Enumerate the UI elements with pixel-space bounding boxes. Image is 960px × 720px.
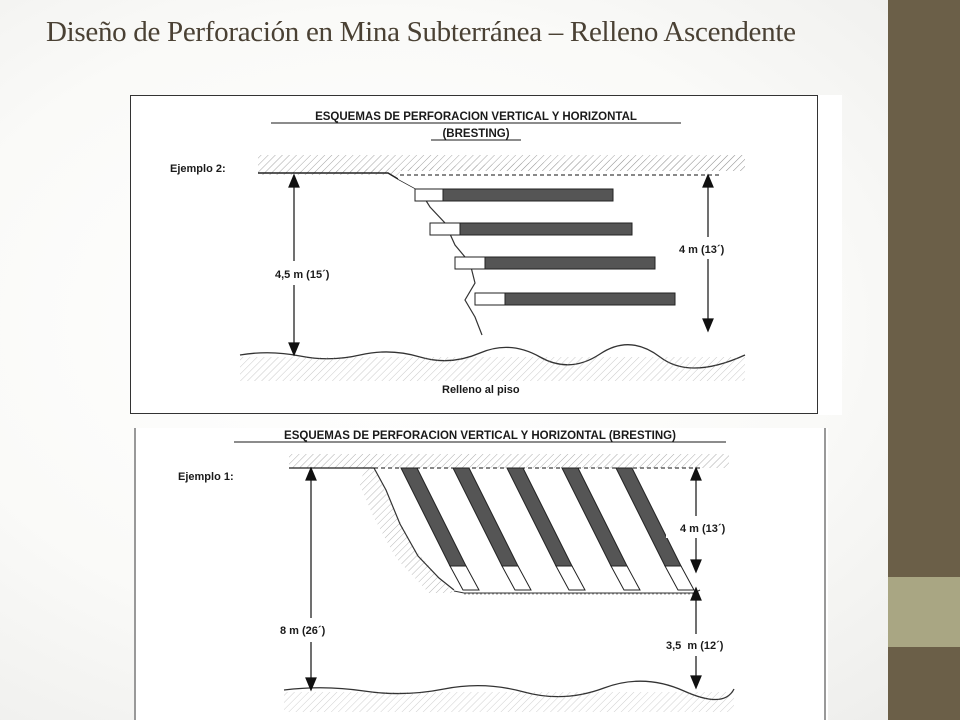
panel-background: [134, 428, 828, 720]
dimension-left-label: 4,5 m (15´): [275, 269, 330, 281]
panel-heading: ESQUEMAS DE PERFORACION VERTICAL Y HORIZONTAL (BRESTING): [284, 430, 676, 442]
rock-roof: [289, 454, 729, 468]
panel-heading-line1: ESQUEMAS DE PERFORACION VERTICAL Y HORIZONTAL: [315, 111, 637, 123]
panel-heading-line2: (BRESTING): [442, 128, 510, 140]
slide-title: Diseño de Perforación en Mina Subterránea – Relleno Ascendente: [46, 16, 796, 48]
dimension-right-label: 4 m (13´): [679, 244, 725, 256]
diagram-horizontal-bresting: [130, 95, 842, 415]
dimension-right-bottom-label: 3,5 m (12´): [666, 640, 724, 652]
panel-margin: [818, 95, 842, 415]
example-label: Ejemplo 1:: [178, 471, 234, 483]
diagram-vertical-bresting: [134, 428, 828, 720]
example-label: Ejemplo 2:: [170, 163, 226, 175]
decorative-side-accent: [888, 577, 960, 647]
dimension-left-label: 8 m (26´): [280, 625, 326, 637]
floor-label: Relleno al piso: [442, 384, 520, 396]
dimension-right-top-label: 4 m (13´): [680, 523, 726, 535]
